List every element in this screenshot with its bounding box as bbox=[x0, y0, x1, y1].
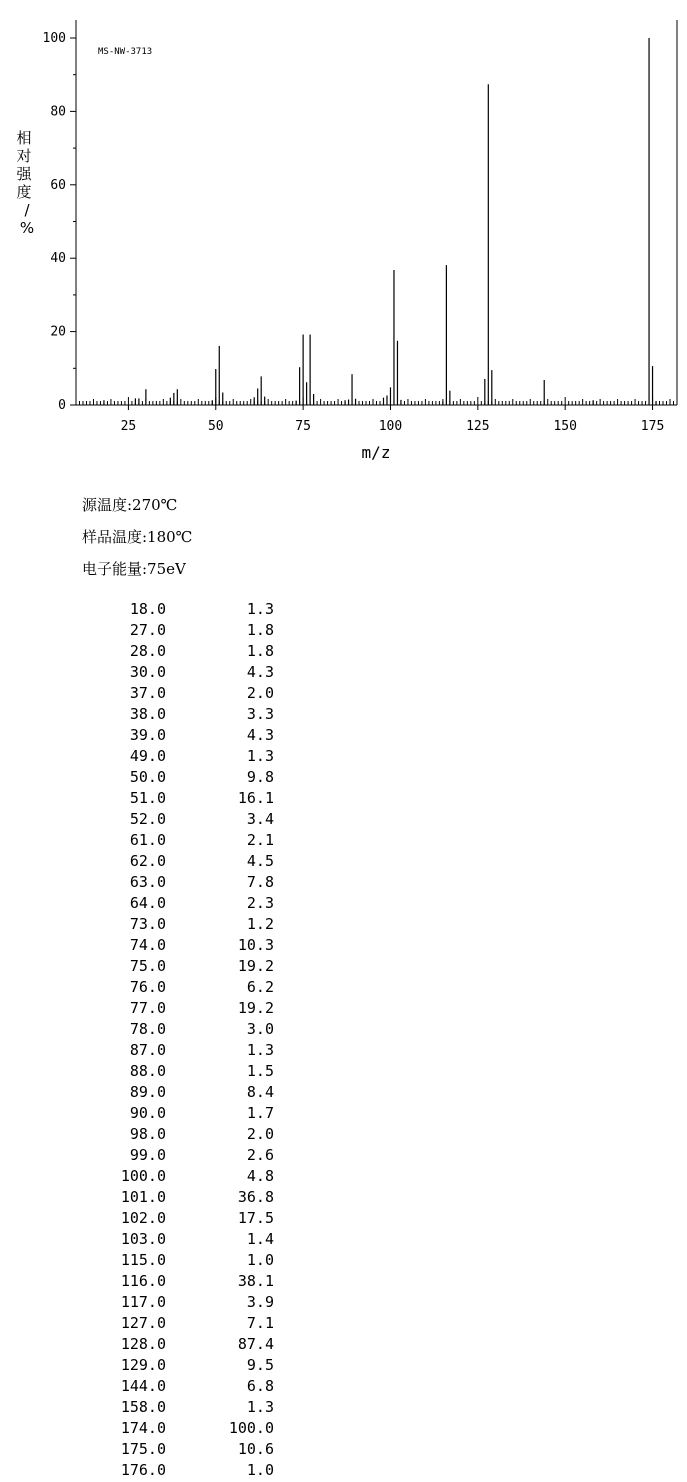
peak-intensity: 38.1 bbox=[237, 1272, 274, 1290]
peak-mz: 116.0 bbox=[120, 1272, 166, 1290]
peak-intensity: 7.1 bbox=[246, 1314, 274, 1332]
peak-mz: 37.0 bbox=[129, 684, 166, 702]
peak-mz: 49.0 bbox=[129, 747, 166, 765]
peak-intensity: 4.3 bbox=[246, 663, 274, 681]
x-axis-label: m/z bbox=[361, 443, 391, 462]
peak-intensity: 17.5 bbox=[237, 1209, 274, 1227]
peak-mz: 78.0 bbox=[129, 1020, 166, 1038]
table-row bbox=[96, 1230, 274, 1251]
peak-mz: 102.0 bbox=[120, 1209, 166, 1227]
peak-intensity: 36.8 bbox=[237, 1188, 274, 1206]
table-row bbox=[96, 1209, 274, 1230]
peak-intensity: 1.2 bbox=[246, 915, 274, 933]
table-row bbox=[96, 1314, 274, 1335]
table-row bbox=[96, 810, 274, 831]
table-row bbox=[96, 1188, 274, 1209]
peak-intensity: 1.7 bbox=[246, 1104, 274, 1122]
table-row bbox=[96, 1398, 274, 1419]
source-temperature: 源温度:270℃ bbox=[82, 496, 178, 514]
table-row bbox=[96, 1104, 274, 1125]
table-row bbox=[96, 1167, 274, 1188]
table-row bbox=[96, 999, 274, 1020]
peak-mz: 39.0 bbox=[129, 726, 166, 744]
table-row bbox=[96, 1440, 274, 1461]
peak-intensity: 9.8 bbox=[246, 768, 274, 786]
table-row bbox=[96, 1125, 274, 1146]
peak-mz: 28.0 bbox=[129, 642, 166, 660]
table-row bbox=[96, 684, 274, 705]
table-row bbox=[96, 1251, 274, 1272]
table-row bbox=[96, 978, 274, 999]
peak-intensity: 7.8 bbox=[246, 873, 274, 891]
peak-mz: 62.0 bbox=[129, 852, 166, 870]
table-row bbox=[96, 1062, 274, 1083]
peak-intensity: 4.3 bbox=[246, 726, 274, 744]
table-row bbox=[96, 873, 274, 894]
peak-mz: 128.0 bbox=[120, 1335, 166, 1353]
peak-mz: 76.0 bbox=[129, 978, 166, 996]
peak-mz: 77.0 bbox=[129, 999, 166, 1017]
x-tick-label: 150 bbox=[553, 419, 577, 434]
table-row bbox=[96, 1293, 274, 1314]
peak-intensity: 1.3 bbox=[246, 747, 274, 765]
peak-intensity: 1.8 bbox=[246, 642, 274, 660]
peak-mz: 115.0 bbox=[120, 1251, 166, 1269]
peak-mz: 73.0 bbox=[129, 915, 166, 933]
peak-intensity: 19.2 bbox=[237, 957, 274, 975]
peak-mz: 117.0 bbox=[120, 1293, 166, 1311]
peak-mz: 98.0 bbox=[129, 1125, 166, 1143]
electron-energy: 电子能量:75eV bbox=[82, 560, 186, 578]
table-row bbox=[96, 705, 274, 726]
peak-intensity: 1.3 bbox=[246, 600, 274, 618]
peak-intensity: 4.8 bbox=[246, 1167, 274, 1185]
x-tick-label: 175 bbox=[640, 419, 665, 434]
table-row bbox=[96, 642, 274, 663]
table-row bbox=[96, 1272, 274, 1293]
peak-mz: 30.0 bbox=[129, 663, 166, 681]
peak-intensity: 2.3 bbox=[246, 894, 274, 912]
peak-intensity: 1.0 bbox=[246, 1251, 274, 1269]
peak-mz: 174.0 bbox=[120, 1419, 166, 1437]
x-tick-label: 125 bbox=[466, 419, 490, 434]
peak-mz: 144.0 bbox=[120, 1377, 166, 1395]
peak-intensity: 3.3 bbox=[246, 705, 274, 723]
peak-intensity: 3.9 bbox=[246, 1293, 274, 1311]
table-row bbox=[96, 726, 274, 747]
peak-table bbox=[96, 600, 274, 1482]
table-row bbox=[96, 1377, 274, 1398]
table-row bbox=[96, 831, 274, 852]
peak-mz: 158.0 bbox=[120, 1398, 166, 1416]
mass-spectrum-chart bbox=[0, 0, 687, 480]
peak-mz: 61.0 bbox=[129, 831, 166, 849]
table-row bbox=[96, 747, 274, 768]
y-tick-label: 100 bbox=[42, 31, 66, 46]
peak-mz: 88.0 bbox=[129, 1062, 166, 1080]
peak-mz: 52.0 bbox=[129, 810, 166, 828]
table-row bbox=[96, 1020, 274, 1041]
peak-mz: 74.0 bbox=[129, 936, 166, 954]
x-tick-label: 75 bbox=[295, 419, 311, 434]
table-row bbox=[96, 1419, 274, 1440]
x-tick-label: 25 bbox=[120, 419, 137, 434]
acquisition-conditions bbox=[82, 492, 192, 588]
peak-intensity: 2.0 bbox=[246, 1125, 274, 1143]
table-row bbox=[96, 852, 274, 873]
peak-mz: 129.0 bbox=[120, 1356, 166, 1374]
peak-mz: 176.0 bbox=[120, 1461, 166, 1479]
y-tick-label: 0 bbox=[58, 398, 66, 413]
peak-intensity: 8.4 bbox=[246, 1083, 274, 1101]
peak-intensity: 9.5 bbox=[246, 1356, 274, 1374]
table-row bbox=[96, 789, 274, 810]
peak-intensity: 2.6 bbox=[246, 1146, 274, 1164]
peak-intensity: 4.5 bbox=[246, 852, 274, 870]
peak-mz: 27.0 bbox=[129, 621, 166, 639]
peak-mz: 18.0 bbox=[129, 600, 166, 618]
peak-mz: 99.0 bbox=[129, 1146, 166, 1164]
table-row bbox=[96, 1083, 274, 1104]
peak-intensity: 2.1 bbox=[246, 831, 274, 849]
table-row bbox=[96, 1146, 274, 1167]
peak-intensity: 1.8 bbox=[246, 621, 274, 639]
peak-mz: 175.0 bbox=[120, 1440, 166, 1458]
peak-intensity: 1.0 bbox=[246, 1461, 274, 1479]
peak-intensity: 3.0 bbox=[246, 1020, 274, 1038]
peak-intensity: 6.2 bbox=[246, 978, 274, 996]
peak-mz: 100.0 bbox=[120, 1167, 166, 1185]
table-row bbox=[96, 936, 274, 957]
peak-intensity: 87.4 bbox=[237, 1335, 274, 1353]
peak-mz: 38.0 bbox=[129, 705, 166, 723]
table-row bbox=[96, 768, 274, 789]
peak-mz: 90.0 bbox=[129, 1104, 166, 1122]
peak-intensity: 16.1 bbox=[237, 789, 274, 807]
table-row bbox=[96, 621, 274, 642]
table-row bbox=[96, 663, 274, 684]
peak-intensity: 2.0 bbox=[246, 684, 274, 702]
x-tick-label: 50 bbox=[207, 419, 224, 434]
chart-title: MS-NW-3713 bbox=[98, 47, 153, 57]
peak-mz: 50.0 bbox=[129, 768, 166, 786]
peak-mz: 87.0 bbox=[129, 1041, 166, 1059]
peak-intensity: 1.4 bbox=[246, 1230, 274, 1248]
peak-intensity: 19.2 bbox=[237, 999, 274, 1017]
x-tick-label: 100 bbox=[378, 419, 403, 434]
peak-intensity: 1.3 bbox=[246, 1398, 274, 1416]
peak-mz: 63.0 bbox=[129, 873, 166, 891]
peak-mz: 101.0 bbox=[120, 1188, 166, 1206]
y-tick-label: 20 bbox=[50, 324, 66, 340]
peak-mz: 89.0 bbox=[129, 1083, 166, 1101]
table-row bbox=[96, 894, 274, 915]
table-row bbox=[96, 1356, 274, 1377]
peak-intensity: 3.4 bbox=[246, 810, 274, 828]
peak-intensity: 100.0 bbox=[228, 1419, 274, 1437]
table-row bbox=[96, 1461, 274, 1482]
peak-mz: 64.0 bbox=[129, 894, 166, 912]
peak-mz: 75.0 bbox=[129, 957, 166, 975]
table-row bbox=[96, 1335, 274, 1356]
y-axis-label: 相对强度/ % bbox=[16, 129, 35, 237]
peak-mz: 127.0 bbox=[120, 1314, 166, 1332]
peak-mz: 51.0 bbox=[129, 789, 166, 807]
y-tick-label: 80 bbox=[50, 104, 66, 120]
peak-intensity: 6.8 bbox=[246, 1377, 274, 1395]
table-row bbox=[96, 957, 274, 978]
peak-intensity: 1.3 bbox=[246, 1041, 274, 1059]
peak-intensity: 10.6 bbox=[237, 1440, 274, 1458]
table-row bbox=[96, 1041, 274, 1062]
table-row bbox=[96, 600, 274, 621]
table-row bbox=[96, 915, 274, 936]
chart-axes bbox=[43, 20, 677, 434]
peak-intensity: 1.5 bbox=[246, 1062, 274, 1080]
sample-temperature: 样品温度:180℃ bbox=[82, 528, 193, 546]
y-tick-label: 60 bbox=[50, 177, 66, 193]
y-tick-label: 40 bbox=[50, 251, 66, 267]
chart-bars bbox=[104, 38, 656, 405]
peak-intensity: 10.3 bbox=[237, 936, 274, 954]
peak-mz: 103.0 bbox=[120, 1230, 166, 1248]
